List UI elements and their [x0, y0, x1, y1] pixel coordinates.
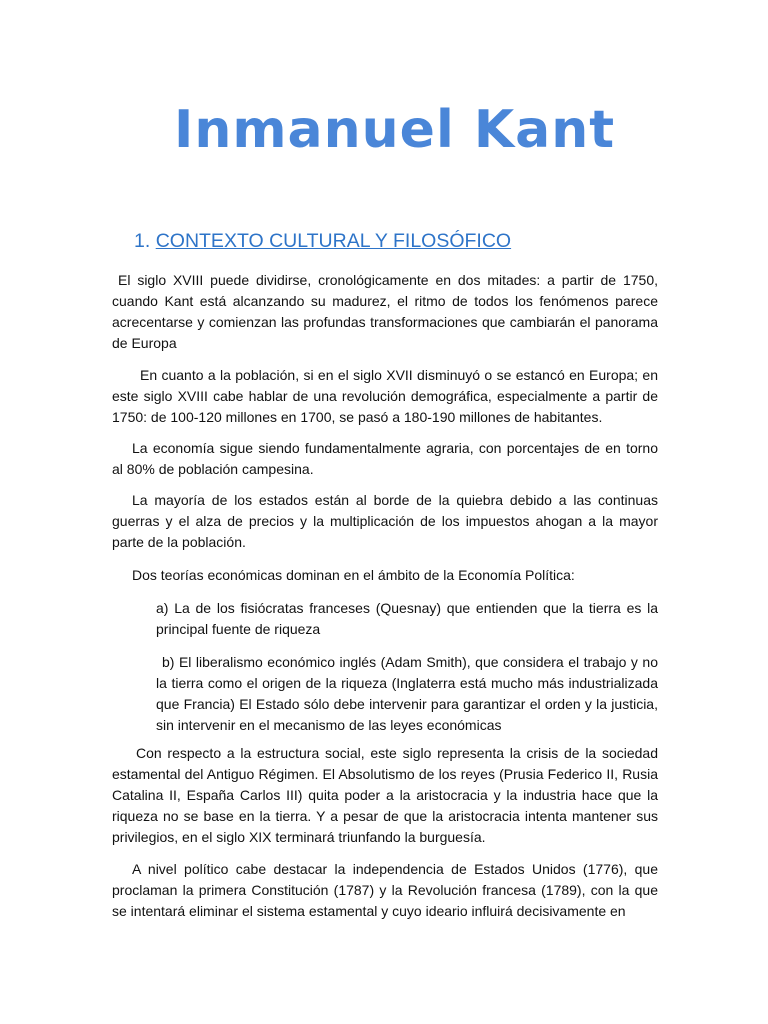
paragraph-economy: La economía sigue siendo fundamentalmente agraria, con porcentajes de en torno al 80% de población campesina. — [112, 440, 658, 477]
paragraph-social-structure: Con respecto a la estructura social, este siglo representa la crisis de la sociedad estamental del Antiguo Régimen. El Absolutismo de los reyes (Prusia Federico II, Rusia Catalina II, España Carlos III) quita poder a la aristocracia y la industria hace que la riqueza no se base en la tierra. Y a pesar de que la aristocracia intenta mantener sus privilegios, en el siglo XIX terminará triunfando la burguesía. — [112, 745, 658, 845]
paragraph-population: En cuanto a la población, si en el siglo XVII disminuyó o se estancó en Europa; en este siglo XVIII cabe hablar de una revolución demográfica, especialmente a partir de 1750: de 100-120 millones en 1700, se pasó a 180-190 millones de habitantes. — [112, 367, 658, 425]
section-number: 1. — [134, 230, 151, 252]
section-heading-text: CONTEXTO CULTURAL Y FILOSÓFICO — [155, 230, 512, 252]
paragraph-theories-intro: Dos teorías económicas dominan en el ámbito de la Economía Política: — [132, 567, 575, 583]
paragraph-states: La mayoría de los estados están al borde de la quiebra debido a las continuas guerras y el alza de precios y la multiplicación de los impuestos ahogan a la mayor parte de la población. — [112, 492, 658, 550]
paragraph-political: A nivel político cabe destacar la independencia de Estados Unidos (1776), que proclaman la primera Constitución (1787) y la Revolución francesa (1789), con la que se intentará eliminar el sistema estamental y cuyo ideario influirá decisivamente en — [112, 861, 658, 919]
paragraph-intro: El siglo XVIII puede dividirse, cronológicamente en dos mitades: a partir de 1750, cuando Kant está alcanzando su madurez, el ritmo de todos los fenómenos parece acrecentarse y comienzan las profundas transformaciones que cambiarán el panorama de Europa — [112, 272, 658, 351]
section-heading — [134, 230, 511, 253]
document-title: Inmanuel Kant — [174, 100, 616, 160]
list-item-liberalism: b) El liberalismo económico inglés (Adam Smith), que considera el trabajo y no la tierra como el origen de la riqueza (Inglaterra está mucho más industrializada que Francia) El Estado sólo debe intervenir para garantizar el orden y la justicia, sin intervenir en el mecanismo de las leyes económicas — [156, 654, 658, 733]
list-item-physiocrats: a) La de los fisiócratas franceses (Quesnay) que entienden que la tierra es la principal fuente de riqueza — [156, 600, 658, 637]
